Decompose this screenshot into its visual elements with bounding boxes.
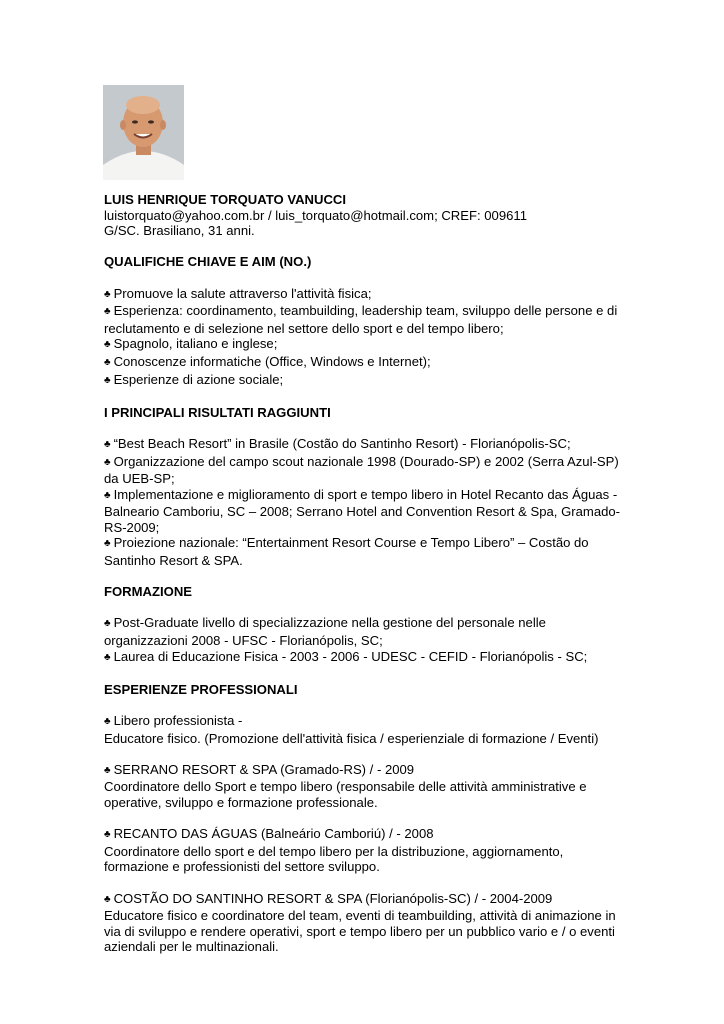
club-bullet-icon: ♣ (104, 538, 111, 550)
club-bullet-icon: ♣ (104, 339, 111, 351)
personal-info: G/SC. Brasiliano, 31 anni. (104, 223, 255, 239)
job-role: ♣ Libero professionista - (104, 713, 243, 728)
club-bullet-icon: ♣ (104, 618, 111, 630)
list-item: ♣ Post-Graduate livello di specializzazione nella gestione del personale nelle organizzazioni 2008 - UFSC - Florianópolis, SC; (104, 615, 546, 649)
job-role: ♣ SERRANO RESORT & SPA (Gramado-RS) / - 2009 (104, 761, 415, 777)
job-role: ♣ COSTÃO DO SANTINHO RESORT & SPA (Florianópolis-SC) / - 2004-2009 (104, 890, 553, 906)
club-bullet-icon: ♣ (104, 489, 111, 501)
club-bullet-icon: ♣ (104, 716, 111, 727)
job-description: Coordinatore dello sport e del tempo libero per la distribuzione, aggiornamento, formazione e professionisti del settore sviluppo. (104, 843, 564, 875)
list-item: ♣ Implementazione e miglioramento di sport e tempo libero in Hotel Recanto das Águas - Balneario Camboriu, SC – 2008; Serrano Hotel and Convention Resort & Spa, Gramado-RS-2009; (104, 486, 621, 535)
cv-content (104, 192, 624, 955)
list-item: ♣ Spagnolo, italiano e inglese; (104, 336, 278, 352)
job-description: Educatore fisico. (Promozione dell'attività fisica / esperienziale di formazione / Eventi) (104, 730, 599, 746)
section-title-qualifiche: QUALIFICHE CHIAVE E AIM (NO.) (104, 254, 312, 270)
club-bullet-icon: ♣ (104, 356, 111, 368)
club-bullet-icon: ♣ (104, 288, 111, 300)
club-bullet-icon: ♣ (104, 456, 111, 468)
list-item: ♣ Organizzazione del campo scout nazionale 1998 (Dourado-SP) e 2002 (Serra Azul-SP) da UEB-SP; (104, 453, 619, 487)
list-item: ♣ Proiezione nazionale: “Entertainment Resort Course e Tempo Libero” – Costão do Santinho Resort & SPA. (104, 535, 589, 569)
section-title-esperienze: ESPERIENZE PROFESSIONALI (104, 681, 298, 697)
list-item: ♣ Promuove la salute attraverso l'attività fisica; (104, 285, 372, 301)
club-bullet-icon: ♣ (104, 438, 111, 450)
list-item: ♣ Laurea di Educazione Fisica - 2003 - 2006 - UDESC - CEFID - Florianópolis - SC; (104, 648, 588, 664)
contact-line: luistorquato@yahoo.com.br / luis_torquato@hotmail.com; CREF: 009611 (104, 207, 527, 223)
club-bullet-icon: ♣ (104, 829, 111, 841)
list-item: ♣ Esperienze di azione sociale; (104, 371, 284, 387)
job-role: ♣ RECANTO DAS ÁGUAS (Balneário Camboriú) / - 2008 (104, 826, 434, 842)
person-name: LUIS HENRIQUE TORQUATO VANUCCI (104, 192, 347, 207)
list-item: ♣ Esperienza: coordinamento, teambuilding, leadership team, sviluppo delle persone e di reclutamento e di selezione nel settore dello sport e del tempo libero; (104, 303, 618, 336)
job-description: Coordinatore dello Sport e tempo libero (responsabile delle attività amministrative e operative, sviluppo e formazione professionale. (104, 779, 587, 810)
club-bullet-icon: ♣ (104, 374, 111, 386)
section-title-risultati: I PRINCIPALI RISULTATI RAGGIUNTI (104, 404, 331, 420)
club-bullet-icon: ♣ (104, 764, 111, 776)
list-item: ♣ “Best Beach Resort” in Brasile (Costão do Santinho Resort) - Florianópolis-SC; (104, 435, 571, 451)
club-bullet-icon: ♣ (104, 651, 111, 663)
club-bullet-icon: ♣ (104, 306, 111, 318)
club-bullet-icon: ♣ (104, 893, 111, 905)
list-item: ♣ Conoscenze informatiche (Office, Windows e Internet); (104, 353, 431, 369)
job-description: Educatore fisico e coordinatore del team, eventi di teambuilding, attività di animazione in via di sviluppo e rendere operativi, sport e tempo libero per un pubblico vario e / o eventi aziendali per le multinazionali. (104, 908, 616, 955)
section-title-formazione: FORMAZIONE (104, 584, 193, 600)
profile-photo (103, 85, 184, 180)
